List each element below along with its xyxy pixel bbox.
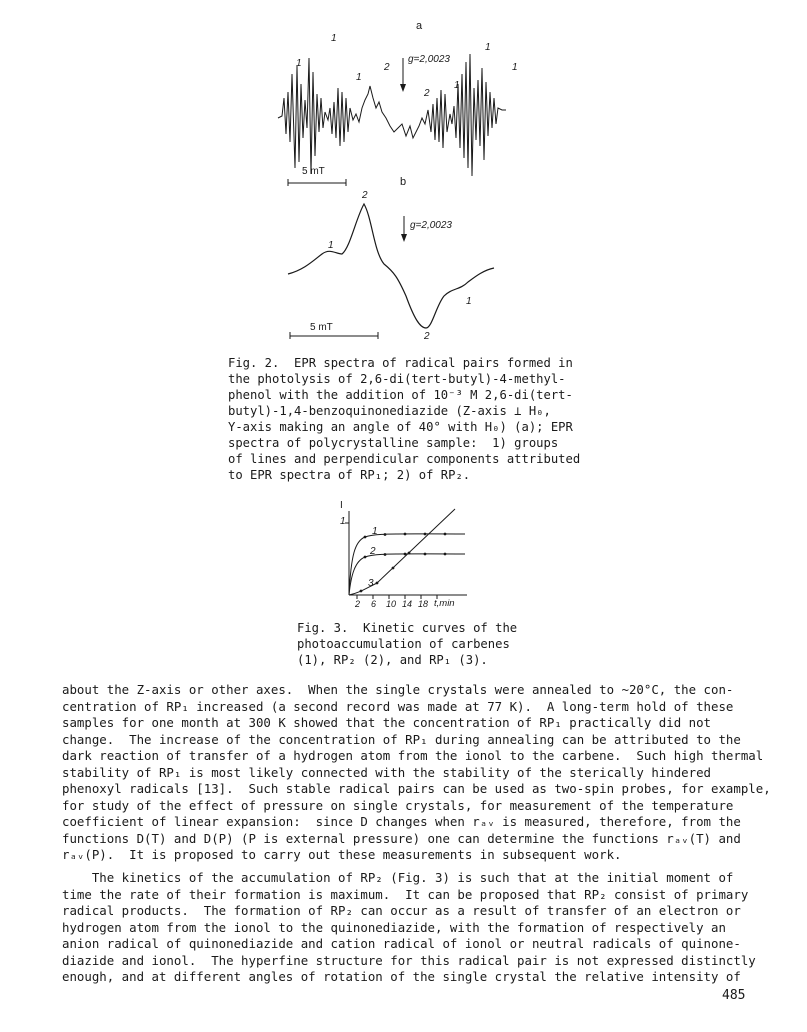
- fig2a-label-1: 1: [356, 72, 362, 83]
- fig2b-g-label: g=2,0023: [410, 220, 452, 231]
- text-line: radical products. The formation of RP₂ can occur as a result of transfer of an electron or: [62, 903, 741, 918]
- fig2-panel-a-label: a: [416, 20, 423, 32]
- fig2b-scale-label: 5 mT: [310, 322, 333, 333]
- caption-line: Fig. 3. Kinetic curves of the: [297, 621, 518, 635]
- text-line: time the rate of their formation is maximum. It can be proposed that RP₂ consist of primary: [62, 886, 749, 902]
- text-line: centration of RP₁ increased (a second record was made at 77 K). A long-term hold of these: [62, 698, 734, 714]
- text-line: functions D(T) and D(P) (P is external pressure) one can determine the functions rₐᵥ(T) and: [62, 830, 741, 846]
- fig3-y-label: I: [340, 500, 343, 511]
- fig3-tick-label: 2: [355, 599, 361, 609]
- caption-line: (1), RP₂ (2), and RP₁ (3).: [297, 653, 488, 667]
- text-line: The kinetics of the accumulation of RP₂ (Fig. 3) is such that at the initial moment of: [62, 870, 734, 885]
- text-line: change. The increase of the concentration of RP₁ during annealing can be attributed to the: [62, 731, 741, 747]
- fig3-caption: [297, 620, 517, 668]
- fig2-panel-b-label: b: [400, 176, 407, 188]
- fig3-curve-label-3: 3: [368, 578, 374, 589]
- text-line: for study of the effect of pressure on single crystals, for measurement of the temperature: [62, 797, 734, 813]
- caption-line: butyl)-1,4-benzoquinonediazide (Z-axis ⊥ H₀,: [228, 404, 551, 418]
- fig2a-label-1: 1: [331, 33, 337, 44]
- body-paragraph-2: [62, 870, 756, 986]
- fig2a-label-2: 2: [424, 88, 430, 99]
- fig2-caption: [228, 355, 580, 483]
- fig2a-scale-label: 5 mT: [302, 166, 325, 177]
- fig3-tick-label: 10: [386, 599, 397, 609]
- caption-line: of lines and perpendicular components attributed: [228, 452, 581, 466]
- fig3-x-label: t,min: [434, 598, 455, 609]
- page-number: 485: [722, 988, 746, 1003]
- body-paragraph-1: [62, 682, 771, 864]
- text-line: dark reaction of transfer of a hydrogen atom from the ionol to the carbene. Such high thermal: [62, 748, 764, 763]
- text-line: phenoxyl radicals [13]. Such stable radical pairs can be used as two-spin probes, for example,: [62, 781, 771, 796]
- caption-line: the photolysis of 2,6-di(tert-butyl)-4-methyl-: [228, 372, 566, 386]
- caption-line: photoaccumulation of carbenes: [297, 637, 510, 651]
- fig3-tick-label: 14: [402, 599, 413, 609]
- text-line: anion radical of quinonediazide and cation radical of ionol or neutral radicals of quinone-: [62, 936, 741, 951]
- caption-line: to EPR spectra of RP₁; 2) of RP₂.: [228, 468, 471, 482]
- fig2a-label-1: 1: [296, 58, 302, 69]
- caption-line: Y-axis making an angle of 40° with H₀) (a); EPR: [228, 420, 573, 434]
- fig2a-g-label: g=2,0023: [408, 54, 450, 65]
- fig2b-label-1: 1: [466, 296, 472, 307]
- fig3-tick-label: 18: [418, 599, 429, 609]
- fig3-curve-label-1: 1: [372, 526, 378, 537]
- fig2b-label-2: 2: [362, 190, 368, 201]
- text-line: enough, and at different angles of rotation of the single crystal the relative intensity of: [62, 969, 741, 984]
- fig2-panel-a: [270, 28, 550, 188]
- fig3-y-tick: 1: [340, 516, 346, 527]
- text-line: coefficient of linear expansion: since D changes when rₐᵥ is measured, therefore, from the: [62, 814, 741, 829]
- text-line: about the Z-axis or other axes. When the single crystals were annealed to ~20°C, the con-: [62, 682, 734, 697]
- fig2b-label-2: 2: [424, 331, 430, 342]
- caption-line: spectra of polycrystalline sample: 1) groups: [228, 436, 559, 450]
- text-line: hydrogen atom from the ionol to the quinonediazide, with the formation of respectively an: [62, 919, 726, 935]
- fig2a-label-2: 2: [384, 62, 390, 73]
- text-line: stability of RP₁ is most likely connected with the stability of the sterically hindered: [62, 764, 712, 780]
- text-line: rₐᵥ(P). It is proposed to carry out these measurements in subsequent work.: [62, 847, 622, 862]
- text-line: samples for one month at 300 K showed that the concentration of RP₁ practically did not: [62, 715, 712, 730]
- fig3-curve-label-2: 2: [370, 546, 376, 557]
- caption-line: phenol with the addition of 10⁻³ M 2,6-di(tert-: [228, 388, 573, 402]
- fig2a-label-1: 1: [512, 62, 518, 73]
- text-line: diazide and ionol. The hyperfine structure for this radical pair is not expressed distinctly: [62, 952, 756, 968]
- fig2a-spectrum: [270, 28, 550, 188]
- caption-line: Fig. 2. EPR spectra of radical pairs formed in: [228, 356, 573, 370]
- fig2b-label-1: 1: [328, 240, 334, 251]
- fig2a-label-1: 1: [485, 42, 491, 53]
- fig3-tick-label: 6: [371, 599, 377, 609]
- fig2a-label-1: 1: [454, 80, 460, 91]
